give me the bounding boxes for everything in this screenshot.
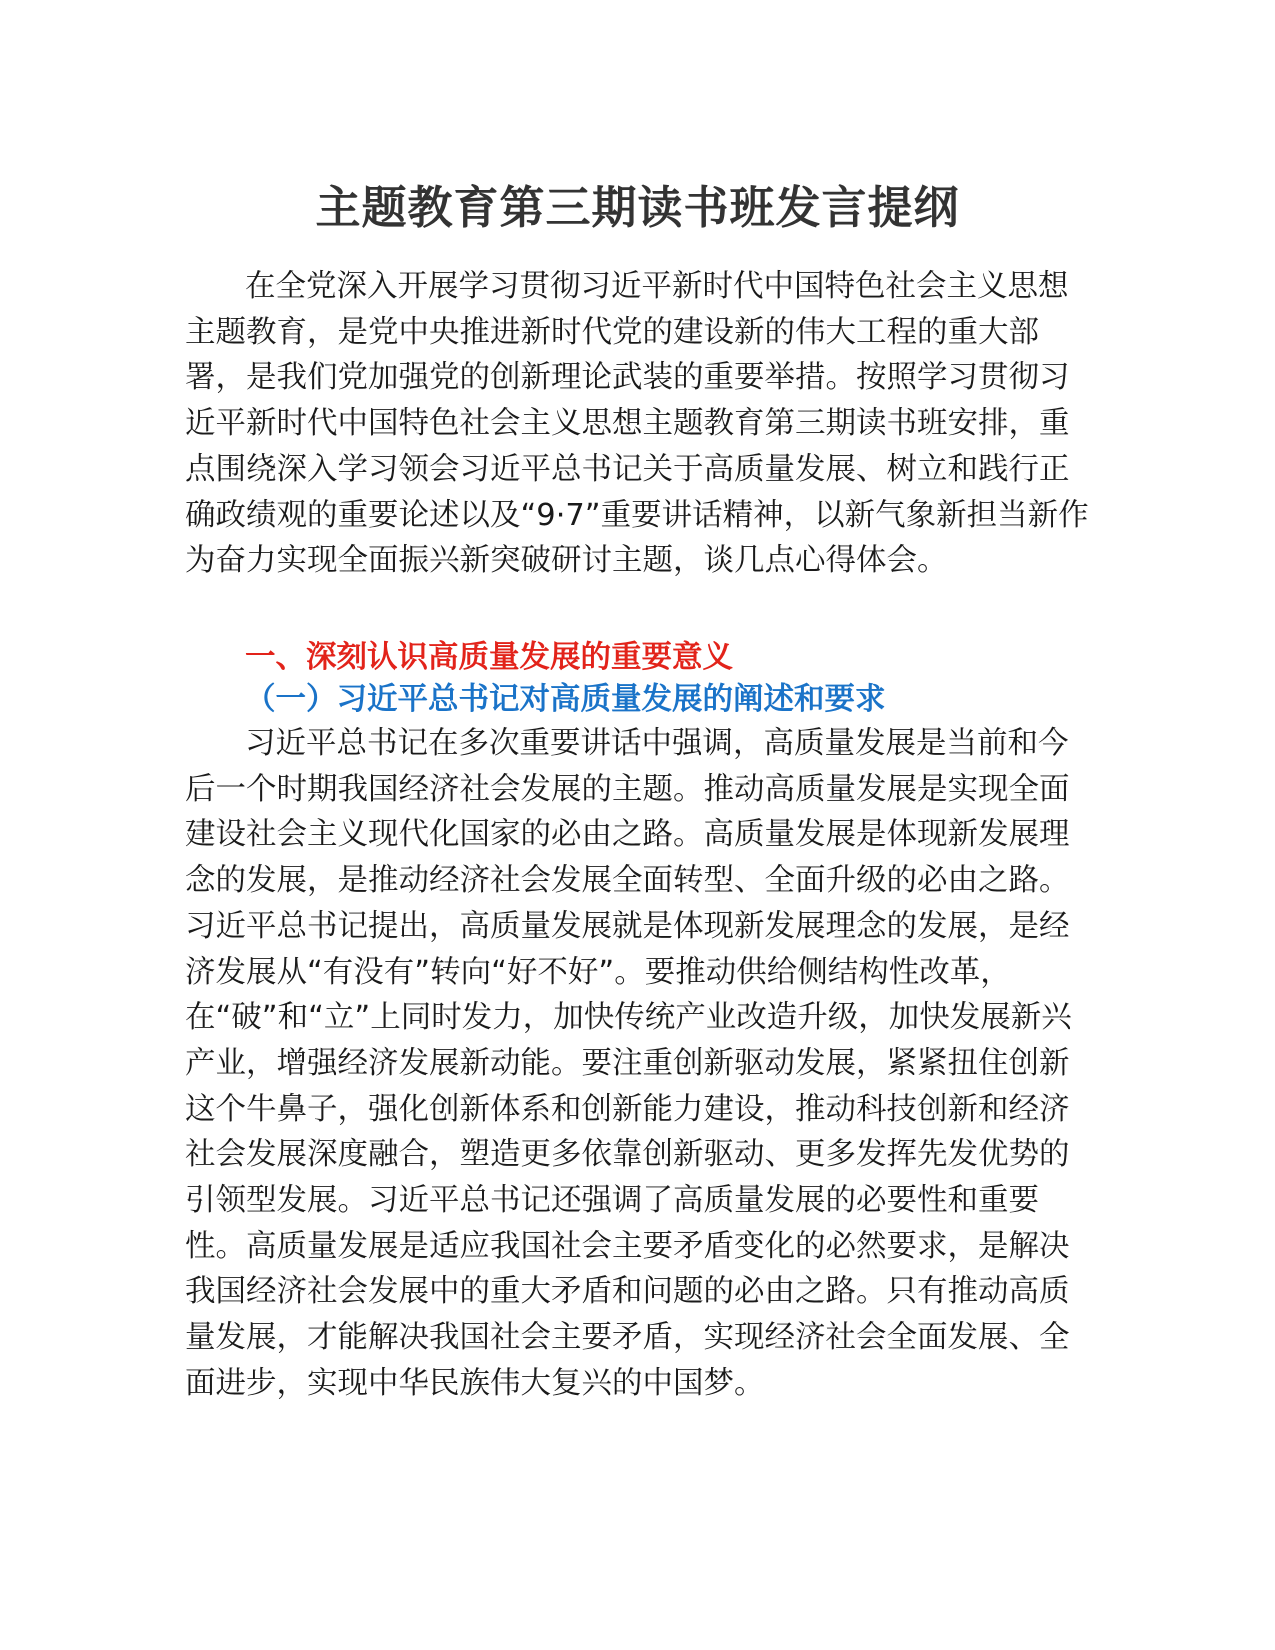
subsection-heading: （一）习近平总书记对高质量发展的阐述和要求: [245, 682, 886, 717]
document-title: 主题教育第三期读书班发言提纲: [315, 181, 960, 234]
section-heading: 一、深刻认识高质量发展的重要意义: [245, 640, 733, 675]
intro-paragraph: 在全党深入开展学习贯彻习近平新时代中国特色社会主义思想主题教育，是党中央推进新时代党的建设新的伟大工程的重大部署，是我们党加强党的创新理论武装的重要举措。按照学习贯彻习近平新时代中国特色社会主义思想主题教育第三期读书班安排，重点围绕深入学习领会习近平总书记关于高质量发展、树立和践行正确政绩观的重要论述以及“9·7”重要讲话精神，以新气象新担当新作为奋力实现全面振兴新突破研讨主题，谈几点心得体会。: [185, 269, 1089, 579]
body-paragraph: 习近平总书记在多次重要讲话中强调，高质量发展是当前和今后一个时期我国经济社会发展的主题。推动高质量发展是实现全面建设社会主义现代化国家的必由之路。高质量发展是体现新发展理念的发展，是推动经济社会发展全面转型、全面升级的必由之路。习近平总书记提出，高质量发展就是体现新发展理念的发展，是经济发展从“有没有”转向“好不好”。要推动供给侧结构性改革，在“破”和“立”上同时发力，加快传统产业改造升级，加快发展新兴产业，增强经济发展新动能。要注重创新驱动发展，紧紧扭住创新这个牛鼻子，强化创新体系和创新能力建设，推动科技创新和经济社会发展深度融合，塑造更多依靠创新驱动、更多发挥先发优势的引领型发展。习近平总书记还强调了高质量发展的必要性和重要性。高质量发展是适应我国社会主要矛盾变化的必然要求，是解决我国经济社会发展中的重大矛盾和问题的必由之路。只有推动高质量发展，才能解决我国社会主要矛盾，实现经济社会全面发展、全面进步，实现中华民族伟大复兴的中国梦。: [185, 726, 1072, 1401]
